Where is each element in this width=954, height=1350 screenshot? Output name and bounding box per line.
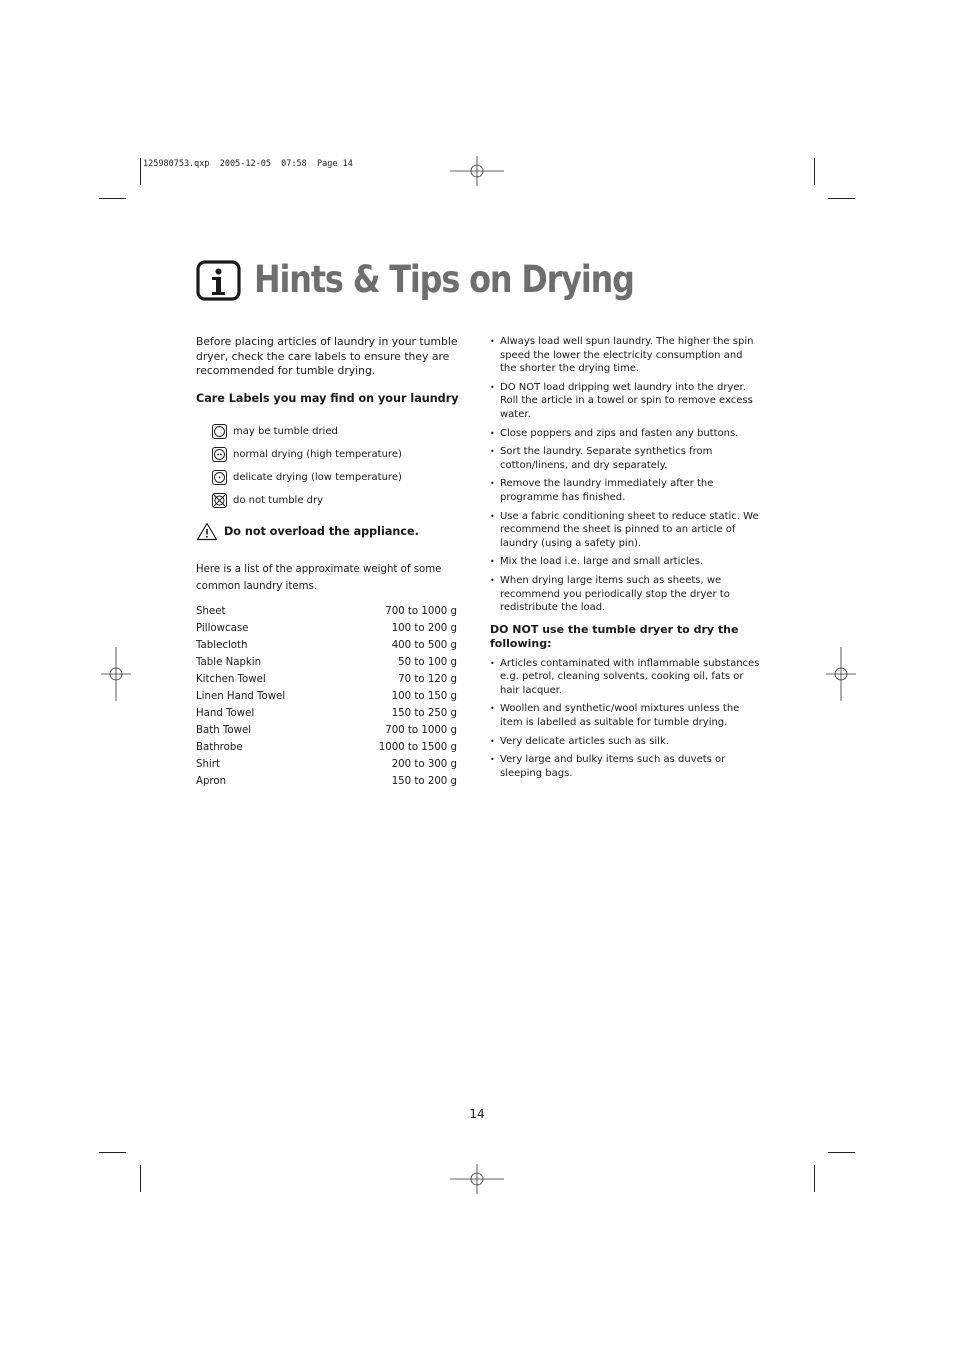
crop-mark <box>828 1152 855 1153</box>
weights-table <box>196 603 457 790</box>
crop-mark <box>140 158 141 185</box>
registration-mark <box>450 1164 504 1194</box>
crop-mark <box>99 1152 126 1153</box>
item-weight: 50 to 100 g <box>398 656 457 668</box>
crop-mark <box>814 1165 815 1192</box>
item-weight: 150 to 200 g <box>391 775 457 787</box>
care-label-text: do not tumble dry <box>233 494 324 506</box>
list-item: • Mix the load i.e. large and small articles. <box>490 555 762 569</box>
registration-mark <box>101 647 131 701</box>
info-icon <box>196 259 242 301</box>
tumble-dry-icon <box>212 424 227 439</box>
table-row <box>196 654 457 671</box>
table-row <box>196 739 457 756</box>
warning-text: Do not overload the appliance. <box>224 524 419 538</box>
list-item: • DO NOT load dripping wet laundry into the dryer. Roll the article in a towel or spin to remove excess water. <box>490 381 762 422</box>
item-name: Table Napkin <box>196 656 262 668</box>
table-row <box>196 722 457 739</box>
page-header <box>196 258 696 301</box>
item-name: Apron <box>196 775 227 787</box>
table-row <box>196 620 457 637</box>
item-weight: 1000 to 1500 g <box>378 741 457 753</box>
list-item <box>212 416 466 439</box>
item-weight: 200 to 300 g <box>391 758 457 770</box>
left-column <box>196 335 466 790</box>
registration-mark <box>450 156 504 186</box>
registration-mark <box>826 647 856 701</box>
item-name: Hand Towel <box>196 707 255 719</box>
table-row <box>196 756 457 773</box>
crop-mark <box>99 198 126 199</box>
list-item: • Articles contaminated with inflammable substances e.g. petrol, cleaning solvents, cooking oil, fats or hair lacquer. <box>490 657 762 698</box>
item-weight: 700 to 1000 g <box>385 724 457 736</box>
care-label-text: may be tumble dried <box>233 425 338 437</box>
table-row <box>196 688 457 705</box>
crop-mark <box>828 198 855 199</box>
page-title: Hints & Tips on Drying <box>254 258 634 301</box>
item-name: Sheet <box>196 605 226 617</box>
list-item <box>212 462 466 485</box>
list-item: • Always load well spun laundry. The higher the spin speed the lower the electricity consumption and the shorter the drying time. <box>490 335 762 376</box>
list-item: • Sort the laundry. Separate synthetics from cotton/linens, and dry separately. <box>490 445 762 472</box>
care-labels-heading: Care Labels you may find on your laundry <box>196 391 459 405</box>
page-number: 14 <box>469 1107 485 1121</box>
tumble-dry-high-icon <box>212 447 227 462</box>
table-row <box>196 705 457 722</box>
list-item <box>212 439 466 462</box>
item-name: Pillowcase <box>196 622 249 634</box>
item-weight: 400 to 500 g <box>391 639 457 651</box>
list-item: • When drying large items such as sheets, we recommend you periodically stop the dryer to redistribute the load. <box>490 574 762 615</box>
list-item: • Very delicate articles such as silk. <box>490 735 762 749</box>
donot-list <box>490 657 762 781</box>
item-name: Bathrobe <box>196 741 243 753</box>
care-label-text: normal drying (high temperature) <box>233 448 402 460</box>
list-item <box>212 485 466 508</box>
care-label-text: delicate drying (low temperature) <box>233 471 402 483</box>
item-weight: 100 to 200 g <box>391 622 457 634</box>
item-name: Shirt <box>196 758 220 770</box>
table-row <box>196 603 457 620</box>
tips-list <box>490 335 762 615</box>
weights-intro: Here is a list of the approximate weight of some common laundry items. <box>196 564 442 593</box>
item-weight: 150 to 250 g <box>391 707 457 719</box>
list-item: • Use a fabric conditioning sheet to reduce static. We recommend the sheet is pinned to an article of laundry (using a safety pin). <box>490 510 762 551</box>
item-weight: 70 to 120 g <box>398 673 457 685</box>
item-name: Linen Hand Towel <box>196 690 286 702</box>
crop-mark <box>814 158 815 185</box>
do-not-tumble-dry-icon <box>212 493 227 508</box>
warning-triangle-icon <box>196 522 218 541</box>
intro-paragraph: Before placing articles of laundry in your tumble dryer, check the care labels to ensure they are recommended for tumble drying. <box>196 335 458 378</box>
donot-heading: DO NOT use the tumble dryer to dry the following: <box>490 622 739 650</box>
list-item: • Very large and bulky items such as duvets or sleeping bags. <box>490 753 762 780</box>
item-weight: 100 to 150 g <box>391 690 457 702</box>
list-item: • Woollen and synthetic/wool mixtures unless the item is labelled as suitable for tumble drying. <box>490 702 762 729</box>
tumble-dry-low-icon <box>212 470 227 485</box>
item-name: Bath Towel <box>196 724 252 736</box>
table-row <box>196 671 457 688</box>
table-row <box>196 773 457 790</box>
list-item: • Remove the laundry immediately after the programme has finished. <box>490 477 762 504</box>
list-item: • Close poppers and zips and fasten any buttons. <box>490 427 762 441</box>
item-name: Tablecloth <box>196 639 248 651</box>
item-name: Kitchen Towel <box>196 673 266 685</box>
print-slug: 125980753.qxp 2005-12-05 07:58 Page 14 <box>143 159 353 169</box>
warning-note <box>196 522 466 541</box>
right-column <box>490 335 762 785</box>
item-weight: 700 to 1000 g <box>385 605 457 617</box>
table-row <box>196 637 457 654</box>
care-labels-list <box>212 416 466 508</box>
crop-mark <box>140 1165 141 1192</box>
